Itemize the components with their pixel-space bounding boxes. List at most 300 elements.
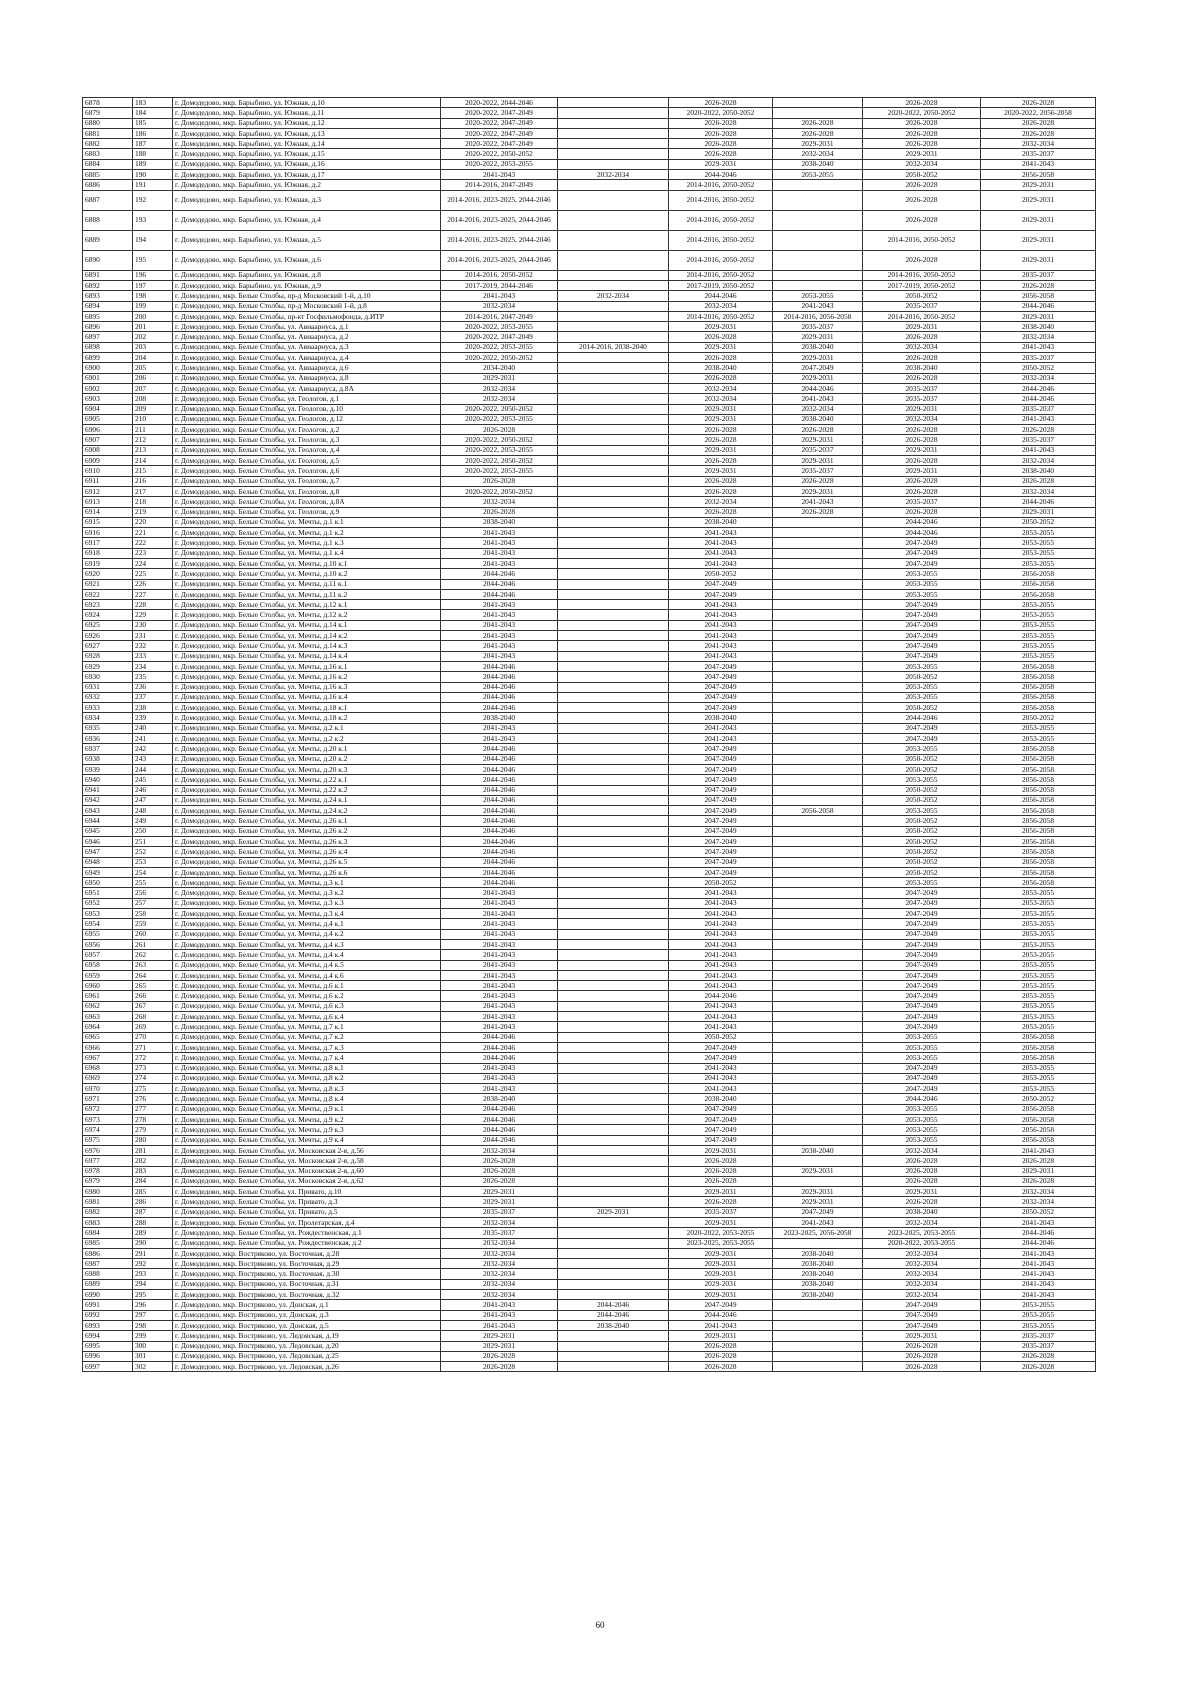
cell-c4 [773, 950, 863, 960]
cell-c1: 2044-2046 [441, 878, 558, 888]
cell-c5: 2053-2055 [863, 661, 981, 671]
table-row [83, 847, 1096, 857]
cell-c4: 2038-2040 [773, 1145, 863, 1155]
cell-id: 6930 [83, 672, 133, 682]
cell-num: 208 [133, 394, 173, 404]
cell-c6: 2035-2037 [981, 270, 1096, 280]
cell-c5: 2047-2049 [863, 538, 981, 548]
table-row [83, 108, 1096, 118]
cell-id: 6913 [83, 497, 133, 507]
cell-c3: 2044-2046 [669, 170, 773, 180]
cell-c3: 2026-2028 [669, 373, 773, 383]
cell-c4 [773, 826, 863, 836]
cell-c5: 2053-2055 [863, 1104, 981, 1114]
cell-c4 [773, 600, 863, 610]
cell-num: 209 [133, 404, 173, 414]
table-row [83, 1290, 1096, 1300]
cell-c5: 2047-2049 [863, 1300, 981, 1310]
cell-c1: 2020-2022, 2050-2052 [441, 486, 558, 496]
cell-c5: 2032-2034 [863, 1279, 981, 1289]
cell-num: 220 [133, 517, 173, 527]
cell-address: г. Домодедово, мкр. Белые Столбы, ул. Геологов, д.4 [173, 445, 441, 455]
cell-c5: 2026-2028 [863, 425, 981, 435]
cell-c2 [558, 909, 669, 919]
cell-id: 6973 [83, 1115, 133, 1125]
cell-c1: 2032-2034 [441, 1279, 558, 1289]
cell-c3: 2047-2049 [669, 826, 773, 836]
cell-c5: 2053-2055 [863, 692, 981, 702]
cell-id: 6929 [83, 661, 133, 671]
cell-address: г. Домодедово, мкр. Белые Столбы, ул. Мечты, д.1 к.3 [173, 538, 441, 548]
cell-c1: 2044-2046 [441, 672, 558, 682]
table-row [83, 1228, 1096, 1238]
cell-c3: 2029-2031 [669, 1279, 773, 1289]
table-row [83, 394, 1096, 404]
cell-num: 242 [133, 744, 173, 754]
cell-c1: 2020-2022, 2047-2049 [441, 108, 558, 118]
cell-c4: 2026-2028 [773, 118, 863, 128]
cell-c6: 2026-2028 [981, 280, 1096, 290]
cell-c5: 2047-2049 [863, 610, 981, 620]
table-row [83, 149, 1096, 159]
cell-address: г. Домодедово, мкр. Востряково, ул. Ледовская, д.19 [173, 1331, 441, 1341]
cell-c1: 2020-2022, 2047-2049 [441, 118, 558, 128]
cell-c6: 2053-2055 [981, 929, 1096, 939]
cell-c6: 2056-2058 [981, 692, 1096, 702]
table-row [83, 139, 1096, 149]
cell-c2 [558, 108, 669, 118]
cell-c4 [773, 631, 863, 641]
cell-c6: 2020-2022, 2056-2058 [981, 108, 1096, 118]
cell-c6: 2029-2031 [981, 210, 1096, 230]
cell-address: г. Домодедово, мкр. Белые Столбы, ул. Мечты, д.2 к.1 [173, 723, 441, 733]
cell-id: 6949 [83, 867, 133, 877]
cell-c3: 2041-2043 [669, 734, 773, 744]
cell-c5: 2035-2037 [863, 301, 981, 311]
cell-c5: 2032-2034 [863, 414, 981, 424]
cell-id: 6947 [83, 847, 133, 857]
cell-c6: 2044-2046 [981, 394, 1096, 404]
cell-c1: 2032-2034 [441, 383, 558, 393]
cell-c1: 2032-2034 [441, 1259, 558, 1269]
cell-c4 [773, 816, 863, 826]
cell-id: 6994 [83, 1331, 133, 1341]
cell-id: 6944 [83, 816, 133, 826]
cell-address: г. Домодедово, мкр. Белые Столбы, ул. Мечты, д.8 к.4 [173, 1094, 441, 1104]
cell-id: 6882 [83, 139, 133, 149]
cell-c4 [773, 939, 863, 949]
cell-c1: 2041-2043 [441, 291, 558, 301]
cell-c6: 2053-2055 [981, 939, 1096, 949]
cell-c4 [773, 692, 863, 702]
cell-c6: 2056-2058 [981, 878, 1096, 888]
cell-c3: 2026-2028 [669, 456, 773, 466]
cell-c4: 2014-2016, 2056-2058 [773, 311, 863, 321]
cell-c2 [558, 1290, 669, 1300]
cell-c5: 2053-2055 [863, 569, 981, 579]
cell-c1: 2035-2037 [441, 1207, 558, 1217]
cell-num: 213 [133, 445, 173, 455]
cell-c1: 2041-2043 [441, 723, 558, 733]
cell-c6: 2056-2058 [981, 579, 1096, 589]
cell-id: 6934 [83, 713, 133, 723]
cell-c2 [558, 641, 669, 651]
cell-c2 [558, 404, 669, 414]
cell-c1: 2026-2028 [441, 1156, 558, 1166]
cell-c6: 2056-2058 [981, 837, 1096, 847]
table-row [83, 1176, 1096, 1186]
table-row [83, 672, 1096, 682]
table-row [83, 1166, 1096, 1176]
cell-c3: 2044-2046 [669, 1310, 773, 1320]
cell-c4: 2026-2028 [773, 128, 863, 138]
cell-c6: 2056-2058 [981, 661, 1096, 671]
cell-address: г. Домодедово, мкр. Барыбино, ул. Южная, д.3 [173, 190, 441, 210]
table-row [83, 210, 1096, 230]
cell-c4: 2032-2034 [773, 404, 863, 414]
cell-c3: 2014-2016, 2050-2052 [669, 250, 773, 270]
cell-c6: 2056-2058 [981, 867, 1096, 877]
cell-c2 [558, 1362, 669, 1372]
cell-c3: 2041-2043 [669, 909, 773, 919]
cell-c4 [773, 898, 863, 908]
cell-c2 [558, 816, 669, 826]
cell-c6: 2053-2055 [981, 610, 1096, 620]
cell-num: 200 [133, 311, 173, 321]
cell-id: 6900 [83, 363, 133, 373]
table-row [83, 363, 1096, 373]
cell-c6: 2035-2037 [981, 149, 1096, 159]
cell-c1: 2032-2034 [441, 1217, 558, 1227]
cell-c5: 2047-2049 [863, 939, 981, 949]
cell-c6: 2056-2058 [981, 1042, 1096, 1052]
table-row [83, 806, 1096, 816]
table-row [83, 1073, 1096, 1083]
cell-c5: 2026-2028 [863, 250, 981, 270]
cell-c5: 2044-2046 [863, 1094, 981, 1104]
cell-c1: 2044-2046 [441, 744, 558, 754]
cell-c4: 2035-2037 [773, 445, 863, 455]
cell-c2 [558, 1166, 669, 1176]
cell-num: 192 [133, 190, 173, 210]
cell-address: г. Домодедово, мкр. Белые Столбы, ул. Геологов, д.1 [173, 394, 441, 404]
cell-c3: 2020-2022, 2050-2052 [669, 108, 773, 118]
cell-c6: 2035-2037 [981, 404, 1096, 414]
table-row [83, 291, 1096, 301]
cell-c2 [558, 1125, 669, 1135]
cell-c6: 2056-2058 [981, 795, 1096, 805]
table-row [83, 1300, 1096, 1310]
cell-num: 225 [133, 569, 173, 579]
cell-num: 235 [133, 672, 173, 682]
cell-id: 6928 [83, 651, 133, 661]
table-row [83, 383, 1096, 393]
cell-c3: 2041-2043 [669, 898, 773, 908]
cell-id: 6895 [83, 311, 133, 321]
cell-id: 6927 [83, 641, 133, 651]
cell-c3: 2047-2049 [669, 857, 773, 867]
cell-c3: 2029-2031 [669, 404, 773, 414]
cell-c6: 2053-2055 [981, 888, 1096, 898]
cell-num: 223 [133, 548, 173, 558]
cell-c4: 2038-2040 [773, 1269, 863, 1279]
cell-num: 218 [133, 497, 173, 507]
cell-c6: 2053-2055 [981, 734, 1096, 744]
cell-c1: 2020-2022, 2053-2055 [441, 466, 558, 476]
cell-c1: 2041-2043 [441, 929, 558, 939]
cell-id: 6961 [83, 991, 133, 1001]
cell-c4: 2047-2049 [773, 1207, 863, 1217]
cell-c1: 2044-2046 [441, 764, 558, 774]
cell-id: 6960 [83, 981, 133, 991]
cell-c1: 2017-2019, 2044-2046 [441, 280, 558, 290]
cell-c2 [558, 764, 669, 774]
cell-c2 [558, 579, 669, 589]
table-row [83, 311, 1096, 321]
cell-address: г. Домодедово, мкр. Барыбино, ул. Южная, д.10 [173, 98, 441, 108]
cell-c2 [558, 1248, 669, 1258]
cell-c5: 2035-2037 [863, 394, 981, 404]
cell-c6: 2056-2058 [981, 826, 1096, 836]
cell-c5: 2026-2028 [863, 210, 981, 230]
cell-c6: 2041-2043 [981, 1290, 1096, 1300]
cell-c2 [558, 898, 669, 908]
cell-c6: 2041-2043 [981, 1259, 1096, 1269]
table-row [83, 785, 1096, 795]
cell-c6: 2053-2055 [981, 641, 1096, 651]
cell-c2 [558, 661, 669, 671]
cell-num: 275 [133, 1084, 173, 1094]
cell-c6: 2053-2055 [981, 1300, 1096, 1310]
cell-c2 [558, 970, 669, 980]
cell-c1: 2014-2016, 2047-2049 [441, 311, 558, 321]
table-row [83, 425, 1096, 435]
cell-address: г. Домодедово, мкр. Белые Столбы, ул. Мечты, д.9 к.1 [173, 1104, 441, 1114]
cell-num: 256 [133, 888, 173, 898]
cell-id: 6986 [83, 1248, 133, 1258]
table-row [83, 332, 1096, 342]
cell-num: 238 [133, 703, 173, 713]
cell-c6: 2053-2055 [981, 600, 1096, 610]
cell-c5: 2026-2028 [863, 353, 981, 363]
cell-c5: 2050-2052 [863, 857, 981, 867]
cell-c5: 2053-2055 [863, 1135, 981, 1145]
cell-id: 6953 [83, 909, 133, 919]
cell-c6: 2029-2031 [981, 311, 1096, 321]
cell-c6: 2029-2031 [981, 180, 1096, 190]
cell-c6: 2056-2058 [981, 806, 1096, 816]
table-row [83, 270, 1096, 280]
cell-address: г. Домодедово, мкр. Барыбино, ул. Южная, д.13 [173, 128, 441, 138]
cell-c2 [558, 270, 669, 280]
cell-c1: 2041-2043 [441, 610, 558, 620]
cell-c3: 2041-2043 [669, 888, 773, 898]
cell-num: 260 [133, 929, 173, 939]
cell-c1: 2032-2034 [441, 1269, 558, 1279]
cell-c2 [558, 1084, 669, 1094]
table-row [83, 569, 1096, 579]
cell-c6: 2053-2055 [981, 898, 1096, 908]
cell-c3: 2047-2049 [669, 1104, 773, 1114]
cell-num: 185 [133, 118, 173, 128]
cell-c1: 2041-2043 [441, 558, 558, 568]
cell-address: г. Домодедово, мкр. Белые Столбы, ул. Мечты, д.4 к.4 [173, 950, 441, 960]
cell-c3: 2014-2016, 2050-2052 [669, 311, 773, 321]
cell-c2 [558, 806, 669, 816]
cell-c1: 2044-2046 [441, 682, 558, 692]
cell-id: 6885 [83, 170, 133, 180]
cell-c1: 2014-2016, 2050-2052 [441, 270, 558, 280]
cell-num: 271 [133, 1042, 173, 1052]
cell-num: 272 [133, 1053, 173, 1063]
cell-address: г. Домодедово, мкр. Белые Столбы, пр-д Московский 1-й, д.8 [173, 301, 441, 311]
cell-id: 6910 [83, 466, 133, 476]
cell-c4 [773, 1320, 863, 1330]
cell-c3: 2026-2028 [669, 98, 773, 108]
cell-address: г. Домодедово, мкр. Белые Столбы, ул. Геологов, д.8 [173, 486, 441, 496]
cell-c6: 2056-2058 [981, 1053, 1096, 1063]
cell-c1: 2020-2022, 2053-2055 [441, 414, 558, 424]
cell-c6: 2056-2058 [981, 1135, 1096, 1145]
cell-c4: 2029-2031 [773, 373, 863, 383]
cell-c1: 2041-2043 [441, 919, 558, 929]
cell-c6: 2050-2052 [981, 1094, 1096, 1104]
cell-address: г. Домодедово, мкр. Белые Столбы, ул. Мечты, д.14 к.4 [173, 651, 441, 661]
cell-c5: 2026-2028 [863, 98, 981, 108]
cell-c6: 2032-2034 [981, 1197, 1096, 1207]
cell-c5: 2047-2049 [863, 641, 981, 651]
cell-address: г. Домодедово, мкр. Белые Столбы, ул. Мечты, д.8 к.1 [173, 1063, 441, 1073]
cell-address: г. Домодедово, мкр. Белые Столбы, ул. Мечты, д.6 к.3 [173, 1001, 441, 1011]
cell-c2 [558, 878, 669, 888]
table-row [83, 703, 1096, 713]
cell-c2 [558, 1156, 669, 1166]
cell-c2 [558, 486, 669, 496]
cell-c3: 2029-2031 [669, 1269, 773, 1279]
cell-c1: 2044-2046 [441, 754, 558, 764]
cell-c4: 2029-2031 [773, 1187, 863, 1197]
table-row [83, 414, 1096, 424]
cell-address: г. Домодедово, мкр. Белые Столбы, ул. Мечты, д.16 к.2 [173, 672, 441, 682]
cell-c5: 2026-2028 [863, 373, 981, 383]
cell-num: 184 [133, 108, 173, 118]
cell-c1: 2032-2034 [441, 1145, 558, 1155]
cell-c5: 2047-2049 [863, 723, 981, 733]
cell-c1: 2041-2043 [441, 1320, 558, 1330]
cell-c1: 2041-2043 [441, 641, 558, 651]
cell-c5: 2047-2049 [863, 929, 981, 939]
cell-c6: 2032-2034 [981, 456, 1096, 466]
cell-c4 [773, 1094, 863, 1104]
table-row [83, 373, 1096, 383]
table-row [83, 435, 1096, 445]
cell-c5: 2047-2049 [863, 548, 981, 558]
cell-c5: 2035-2037 [863, 383, 981, 393]
cell-address: г. Домодедово, мкр. Белые Столбы, пр-кт Госфильмофонда, д.ИТР [173, 311, 441, 321]
cell-c2 [558, 1351, 669, 1361]
table-row [83, 322, 1096, 332]
cell-c5: 2026-2028 [863, 507, 981, 517]
cell-id: 6945 [83, 826, 133, 836]
table-row [83, 661, 1096, 671]
table-row [83, 857, 1096, 867]
cell-c6: 2029-2031 [981, 250, 1096, 270]
cell-c5: 2050-2052 [863, 754, 981, 764]
cell-c3: 2029-2031 [669, 1290, 773, 1300]
cell-c5: 2026-2028 [863, 332, 981, 342]
cell-num: 278 [133, 1115, 173, 1125]
cell-id: 6996 [83, 1351, 133, 1361]
cell-c2 [558, 322, 669, 332]
cell-c1: 2014-2016, 2023-2025, 2044-2046 [441, 250, 558, 270]
cell-c6: 2053-2055 [981, 651, 1096, 661]
cell-c4 [773, 280, 863, 290]
table-row [83, 118, 1096, 128]
cell-id: 6919 [83, 558, 133, 568]
cell-id: 6909 [83, 456, 133, 466]
cell-c3: 2050-2052 [669, 569, 773, 579]
cell-c2 [558, 1042, 669, 1052]
cell-c2 [558, 1279, 669, 1289]
cell-c5: 2047-2049 [863, 981, 981, 991]
cell-c4 [773, 867, 863, 877]
cell-id: 6964 [83, 1022, 133, 1032]
cell-c6: 2053-2055 [981, 1084, 1096, 1094]
cell-num: 240 [133, 723, 173, 733]
cell-c5: 2026-2028 [863, 1166, 981, 1176]
cell-c4 [773, 589, 863, 599]
cell-c3: 2041-2043 [669, 950, 773, 960]
cell-address: г. Домодедово, мкр. Белые Столбы, ул. Рождественская, д.2 [173, 1238, 441, 1248]
table-row [83, 1351, 1096, 1361]
cell-c1: 2020-2022, 2047-2049 [441, 332, 558, 342]
cell-address: г. Домодедово, мкр. Белые Столбы, ул. Мечты, д.12 к.1 [173, 600, 441, 610]
cell-c2 [558, 497, 669, 507]
cell-c5: 2047-2049 [863, 960, 981, 970]
cell-c3: 2047-2049 [669, 816, 773, 826]
cell-c4 [773, 558, 863, 568]
cell-id: 6918 [83, 548, 133, 558]
table-row [83, 517, 1096, 527]
cell-c2 [558, 991, 669, 1001]
cell-num: 296 [133, 1300, 173, 1310]
cell-c1: 2044-2046 [441, 826, 558, 836]
cell-c4 [773, 1300, 863, 1310]
cell-c6: 2056-2058 [981, 785, 1096, 795]
table-row [83, 538, 1096, 548]
cell-c3: 2041-2043 [669, 919, 773, 929]
cell-c5: 2035-2037 [863, 497, 981, 507]
cell-c3: 2026-2028 [669, 1197, 773, 1207]
cell-address: г. Домодедово, мкр. Востряково, ул. Восточная, д.28 [173, 1248, 441, 1258]
cell-address: г. Домодедово, мкр. Белые Столбы, ул. Мечты, д.4 к.6 [173, 970, 441, 980]
table-row [83, 445, 1096, 455]
cell-id: 6972 [83, 1104, 133, 1114]
cell-c5: 2032-2034 [863, 1145, 981, 1155]
cell-c3: 2041-2043 [669, 528, 773, 538]
table-row [83, 589, 1096, 599]
cell-id: 6969 [83, 1073, 133, 1083]
cell-c3: 2041-2043 [669, 631, 773, 641]
cell-num: 232 [133, 641, 173, 651]
cell-c3: 2029-2031 [669, 159, 773, 169]
cell-c6: 2050-2052 [981, 713, 1096, 723]
cell-num: 217 [133, 486, 173, 496]
cell-c5: 2047-2049 [863, 1073, 981, 1083]
cell-c4 [773, 1084, 863, 1094]
cell-c3: 2047-2049 [669, 1115, 773, 1125]
cell-c3: 2026-2028 [669, 139, 773, 149]
